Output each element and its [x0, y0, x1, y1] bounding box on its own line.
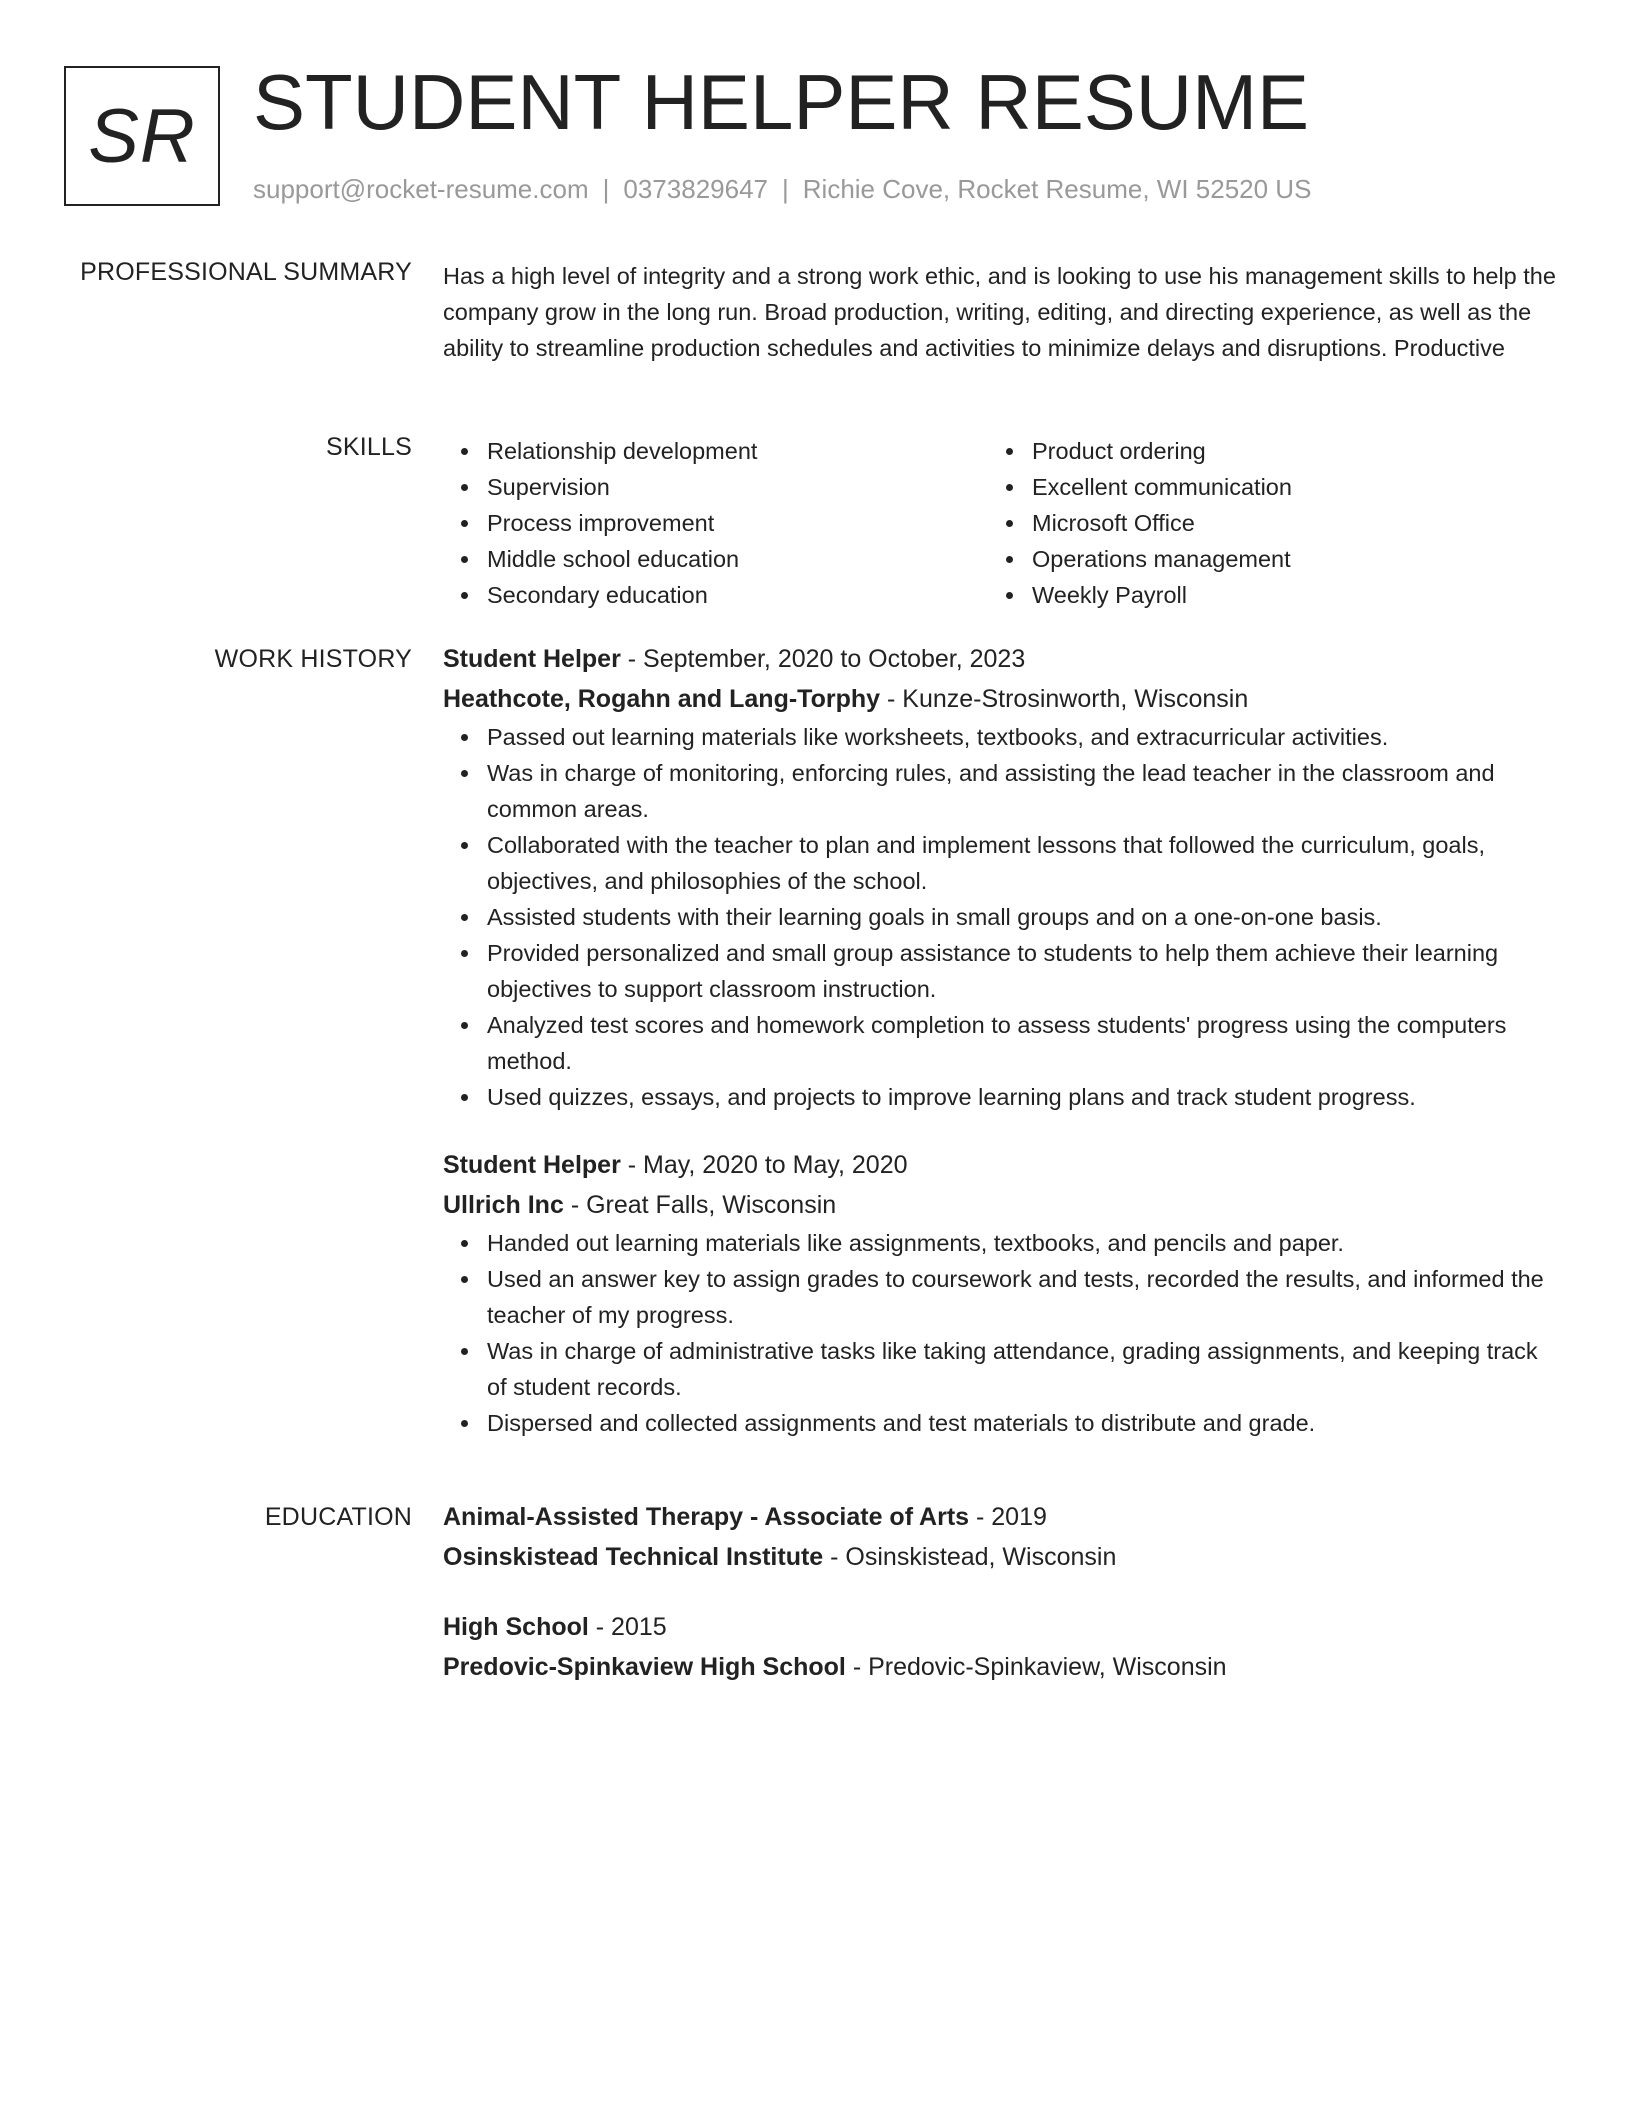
job-title-line: [443, 639, 1558, 679]
degree-title: High School: [443, 1613, 589, 1641]
duty-item: Assisted students with their learning goals in small groups and on a one-on-one basis.: [487, 899, 1558, 935]
skill-item: Secondary education: [487, 577, 988, 613]
contact-address: Richie Cove, Rocket Resume, WI 52520 US: [802, 174, 1312, 204]
duty-item: Used quizzes, essays, and projects to improve learning plans and track student progress.: [487, 1079, 1558, 1115]
degree-year: - 2019: [969, 1503, 1047, 1531]
skill-item: Process improvement: [487, 505, 988, 541]
summary-label: PROFESSIONAL SUMMARY: [80, 258, 412, 286]
school-line: [443, 1647, 1558, 1687]
job-entry: [443, 639, 1558, 1115]
duty-item: Was in charge of administrative tasks like taking attendance, grading assignments, and keeping track of student records.: [487, 1333, 1558, 1405]
education-entry: [443, 1607, 1558, 1687]
degree-title: Animal-Assisted Therapy - Associate of Arts: [443, 1503, 970, 1531]
duty-item: Dispersed and collected assignments and test materials to distribute and grade.: [487, 1405, 1558, 1441]
school-line: [443, 1537, 1558, 1577]
duty-item: Collaborated with the teacher to plan and implement lessons that followed the curriculum, goals, objectives, and philosophies of the school.: [487, 827, 1558, 899]
skill-item: Supervision: [487, 469, 988, 505]
skill-item: Excellent communication: [1032, 469, 1548, 505]
education-label: EDUCATION: [264, 1503, 412, 1531]
contact-email: support@rocket-resume.com: [253, 174, 589, 204]
contact-line: [253, 174, 1311, 205]
skills-label: SKILLS: [326, 433, 412, 461]
job-company-line: [443, 1185, 1558, 1225]
summary-text: Has a high level of integrity and a strong work ethic, and is looking to use his management skills to help the company grow in the long run. Broad production, writing, editing, and directing experience, as well as the ability to streamline production schedules and activities to minimize delays and disruptions. Productive: [443, 263, 1556, 361]
job-company: Ullrich Inc: [443, 1191, 564, 1219]
job-entry: [443, 1145, 1558, 1441]
job-dates: - May, 2020 to May, 2020: [620, 1151, 908, 1179]
skill-item: Weekly Payroll: [1032, 577, 1548, 613]
school-name: Osinskistead Technical Institute: [443, 1543, 824, 1571]
skills-grid: [443, 433, 1558, 613]
contact-separator: |: [782, 174, 789, 204]
job-title-line: [443, 1145, 1558, 1185]
skills-list-right: [988, 433, 1548, 613]
school-location: - Osinskistead, Wisconsin: [823, 1543, 1117, 1571]
skill-item: Microsoft Office: [1032, 505, 1548, 541]
skill-item: Middle school education: [487, 541, 988, 577]
job-duties: [443, 1225, 1558, 1441]
job-title: Student Helper: [443, 1151, 621, 1179]
skills-list-left: [443, 433, 988, 613]
job-duties: [443, 719, 1558, 1115]
job-location: - Great Falls, Wisconsin: [563, 1191, 837, 1219]
resume-title: STUDENT HELPER RESUME: [253, 58, 1310, 146]
work-history-body: [443, 639, 1558, 1441]
job-location: - Kunze-Strosinworth, Wisconsin: [880, 685, 1249, 713]
education-body: [443, 1497, 1558, 1687]
work-history-label: WORK HISTORY: [214, 645, 412, 673]
degree-year: - 2015: [588, 1613, 667, 1641]
job-title: Student Helper: [443, 645, 621, 673]
contact-separator: |: [602, 174, 610, 204]
monogram-logo: SR: [64, 66, 220, 206]
degree-line: [443, 1607, 1558, 1647]
duty-item: Used an answer key to assign grades to coursework and tests, recorded the results, and informed the teacher of my progress.: [487, 1261, 1558, 1333]
summary-body: [443, 258, 1558, 366]
job-company: Heathcote, Rogahn and Lang-Torphy: [443, 685, 881, 713]
duty-item: Handed out learning materials like assignments, textbooks, and pencils and paper.: [487, 1225, 1558, 1261]
school-location: - Predovic-Spinkaview, Wisconsin: [845, 1653, 1227, 1681]
duty-item: Was in charge of monitoring, enforcing rules, and assisting the lead teacher in the classroom and common areas.: [487, 755, 1558, 827]
duty-item: Provided personalized and small group assistance to students to help them achieve their learning objectives to support classroom instruction.: [487, 935, 1558, 1007]
skill-item: Operations management: [1032, 541, 1548, 577]
education-entry: [443, 1497, 1558, 1577]
skill-item: Product ordering: [1032, 433, 1548, 469]
degree-line: [443, 1497, 1558, 1537]
contact-phone: 0373829647: [623, 174, 768, 204]
job-company-line: [443, 679, 1558, 719]
school-name: Predovic-Spinkaview High School: [443, 1653, 846, 1681]
skills-body: [443, 433, 1558, 613]
duty-item: Passed out learning materials like worksheets, textbooks, and extracurricular activities.: [487, 719, 1558, 755]
job-dates: - September, 2020 to October, 2023: [620, 645, 1026, 673]
skill-item: Relationship development: [487, 433, 988, 469]
duty-item: Analyzed test scores and homework completion to assess students' progress using the computers method.: [487, 1007, 1558, 1079]
